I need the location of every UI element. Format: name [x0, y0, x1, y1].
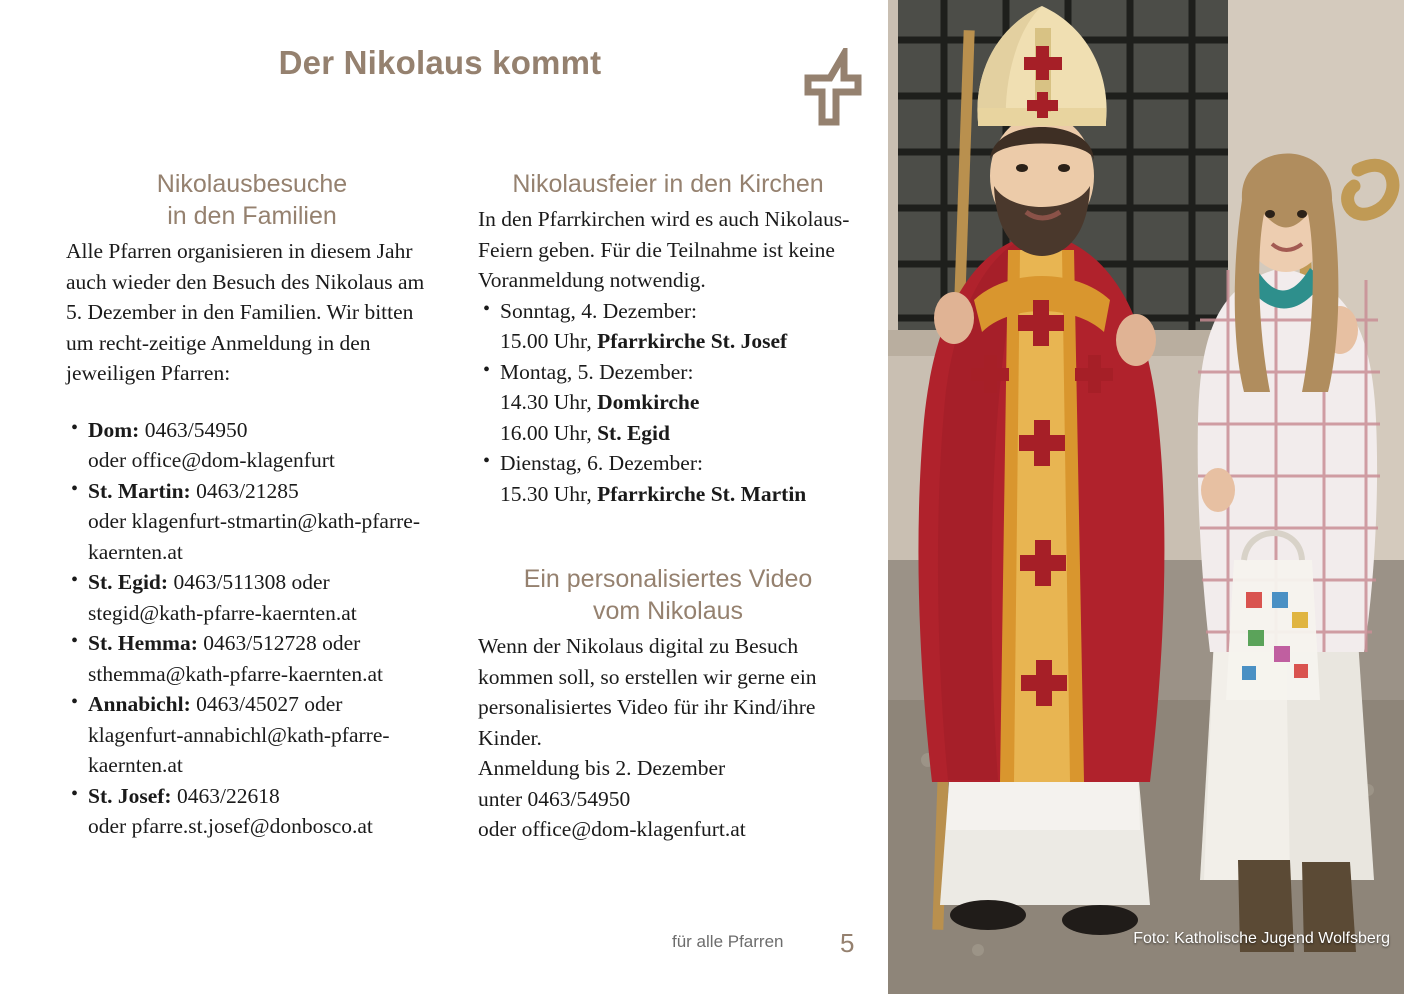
event-day: Montag, 5. Dezember: — [500, 359, 694, 384]
event-place: Domkirche — [597, 390, 700, 415]
parish-name: St. Egid: — [88, 570, 169, 595]
parish-name: St. Hemma: — [88, 631, 198, 656]
parish-name: St. Josef: — [88, 783, 172, 808]
photo-credit: Foto: Katholische Jugend Wolfsberg — [1133, 930, 1390, 947]
heading-line-2: vom Nikolaus — [592, 597, 744, 626]
photo-nikolaus — [888, 0, 1404, 994]
parish-email: oder pfarre.st.josef@donbosco.at — [88, 814, 373, 839]
section-heading-video — [478, 563, 858, 627]
parish-phone: 0463/511308 oder — [168, 570, 330, 595]
event-time: 15.30 Uhr, — [500, 481, 598, 506]
section-heading-nikolausfeier: Nikolausfeier in den Kirchen — [512, 170, 824, 198]
list-item — [478, 296, 858, 357]
list-item — [66, 781, 438, 842]
event-day: Dienstag, 6. Dezember: — [500, 451, 703, 476]
event-day: Sonntag, 4. Dezember: — [500, 298, 698, 323]
event-time: 16.00 Uhr, — [500, 420, 598, 445]
parish-contact-list — [66, 415, 438, 842]
parish-name: St. Martin: — [88, 478, 191, 503]
list-item — [66, 628, 438, 689]
list-item — [66, 476, 438, 568]
list-item — [66, 689, 438, 781]
list-item — [478, 357, 858, 449]
signup-line-3: oder office@dom-klagenfurt.at — [478, 817, 746, 842]
service-schedule-list — [478, 296, 858, 510]
parish-email: stegid@kath-pfarre-kaernten.at — [88, 600, 357, 625]
list-item — [66, 415, 438, 476]
page-number: 5 — [840, 928, 855, 958]
list-item — [478, 448, 858, 509]
event-place: Pfarrkirche St. Martin — [597, 481, 807, 506]
event-place: St. Egid — [597, 420, 670, 445]
parish-phone: 0463/22618 — [171, 783, 280, 808]
signup-line-2: unter 0463/54950 — [478, 786, 631, 811]
parish-name: Annabichl: — [88, 692, 191, 717]
intro-paragraph-left: Alle Pfarren organisieren in diesem Jahr auch wieder den Besuch des Nikolaus am 5. Dezember in den Familien. Wir bitten um recht-zeitige Anmeldung in den jeweiligen Pfarren: — [66, 239, 425, 386]
intro-paragraph-right: In den Pfarrkirchen wird es auch Nikolaus-Feiern geben. Für die Teilnahme ist keine Voranmeldung notwendig. — [478, 207, 850, 293]
page-title: Der Nikolaus kommt — [278, 44, 602, 81]
parish-email: klagenfurt-annabichl@kath-pfarre-kaernten.at — [88, 722, 390, 778]
photo-illustration — [888, 0, 1404, 994]
parish-email: oder office@dom-klagenfurt — [88, 448, 335, 473]
parish-phone: 0463/512728 oder — [197, 631, 361, 656]
column-left — [66, 168, 438, 842]
column-right — [478, 168, 858, 845]
parish-phone: 0463/54950 — [139, 417, 248, 442]
parish-phone: 0463/45027 oder — [190, 692, 343, 717]
heading-line-1: Nikolausbesuche — [156, 170, 348, 198]
heading-line-1: Ein personalisiertes Video — [523, 565, 813, 594]
cross-logo-icon — [800, 48, 870, 128]
event-time: 14.30 Uhr, — [500, 390, 598, 415]
signup-line-1: Anmeldung bis 2. Dezember — [478, 756, 726, 781]
parish-email: oder klagenfurt-stmartin@kath-pfarre-kaernten.at — [88, 509, 421, 564]
event-place: Pfarrkirche St. Josef — [597, 329, 788, 354]
footer-note: für alle Pfarren — [672, 932, 784, 951]
list-item — [66, 567, 438, 628]
heading-line-2: in den Familien — [167, 202, 337, 230]
parish-name: Dom: — [88, 417, 140, 442]
parish-phone: 0463/21285 — [190, 478, 299, 503]
parish-email: sthemma@kath-pfarre-kaernten.at — [88, 661, 383, 686]
video-paragraph: Wenn der Nikolaus digital zu Besuch kommen soll, so erstellen wir gerne ein personalisiertes Video für ihr Kind/ihre Kinder. — [478, 634, 817, 750]
section-heading-nikolausbesuche — [66, 168, 438, 232]
event-time: 15.00 Uhr, — [500, 329, 598, 354]
